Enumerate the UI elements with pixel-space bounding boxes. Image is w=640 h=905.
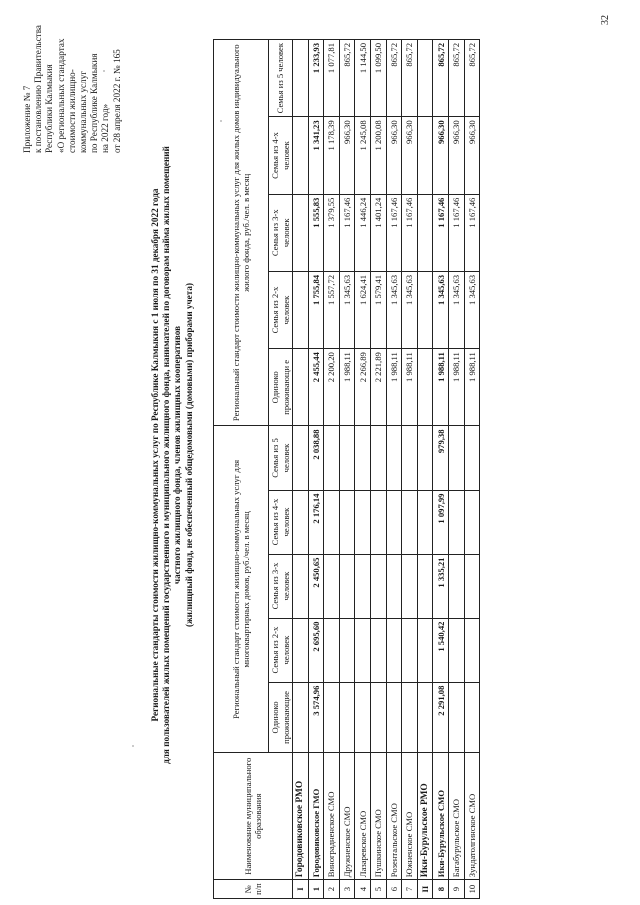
cell: 1 755,84 <box>308 271 324 348</box>
cell <box>417 554 433 618</box>
header-multi-4: Семья из 4-х человек <box>269 490 293 554</box>
cell: 2 695,60 <box>308 618 324 682</box>
appendix-line: от 28 апреля 2022 г. № 165 <box>111 49 122 153</box>
cell <box>370 682 386 753</box>
cell: 1 178,39 <box>324 117 340 194</box>
cell: 1 167,46 <box>339 194 355 271</box>
cell <box>402 682 418 753</box>
appendix-line: к постановлению Правительства <box>33 25 44 153</box>
cell: 1 345,63 <box>448 271 464 348</box>
cell: 979,38 <box>433 426 449 490</box>
header-single-2: Семья из 2-х человек <box>269 271 293 348</box>
header-multi-single: Одиноко проживающие <box>269 682 293 753</box>
cell <box>464 682 480 753</box>
cell: 1 200,08 <box>370 117 386 194</box>
appendix-line: на 2022 год» <box>100 103 111 153</box>
row-name: Дружненское СМО <box>339 753 355 880</box>
cell: 1 345,63 <box>386 271 402 348</box>
cell <box>339 618 355 682</box>
title-line: (жилищный фонд, не обеспеченный общедомовыми (домовыми) приборами учета) <box>183 282 194 628</box>
row-name: Городовиковское РМО <box>293 753 309 880</box>
cell <box>448 682 464 753</box>
header-single-3: Семья из 3-х человек <box>269 194 293 271</box>
cell: 1 167,46 <box>433 194 449 271</box>
cell <box>355 490 371 554</box>
appendix-line: Приложение № 7 <box>22 85 32 153</box>
cell <box>293 117 309 194</box>
cell: 966,30 <box>464 117 480 194</box>
cell: 1 167,46 <box>402 194 418 271</box>
cell <box>324 490 340 554</box>
cell <box>417 117 433 194</box>
cell <box>339 490 355 554</box>
title-line: Региональные стандарты стоимости жилищно-коммунальных услуг по Республике Калмыкия с 1 июля по 31 декабря 2022 года <box>150 188 160 722</box>
page-number: 32 <box>600 15 611 25</box>
cell: 1 345,63 <box>402 271 418 348</box>
appendix-line: «О региональных стандартах <box>55 38 66 153</box>
cell: 1 167,46 <box>386 194 402 271</box>
row-num: 8 <box>433 880 449 899</box>
cell: 865,72 <box>402 40 418 117</box>
row-num: I <box>293 880 309 899</box>
row-name: Лазаревское СМО <box>355 753 371 880</box>
table-row <box>448 40 464 899</box>
cell <box>417 194 433 271</box>
cell <box>386 554 402 618</box>
cell <box>417 682 433 753</box>
row-name: Зундатолгинское СМО <box>464 753 480 880</box>
cell: 2 221,89 <box>370 349 386 426</box>
cell: 1 540,42 <box>433 618 449 682</box>
cell <box>464 618 480 682</box>
table-row <box>355 40 371 899</box>
row-num: 7 <box>402 880 418 899</box>
cell <box>417 490 433 554</box>
cell <box>355 426 371 490</box>
cell: 865,72 <box>433 40 449 117</box>
header-row-top <box>214 40 269 899</box>
cell: 966,30 <box>339 117 355 194</box>
cell: 1 446,24 <box>355 194 371 271</box>
cell <box>402 426 418 490</box>
row-name: Городовиковское ГМО <box>308 753 324 880</box>
table-row <box>370 40 386 899</box>
cell: 966,30 <box>402 117 418 194</box>
row-name: Виноградненское СМО <box>324 753 340 880</box>
row-num: 3 <box>339 880 355 899</box>
cell: 2 291,08 <box>433 682 449 753</box>
cell: 1 401,24 <box>370 194 386 271</box>
table-row <box>308 40 324 899</box>
cell <box>464 554 480 618</box>
header-name: Наименование муниципального образования <box>214 753 293 880</box>
cell <box>386 618 402 682</box>
cell <box>324 682 340 753</box>
cell: 1 167,46 <box>448 194 464 271</box>
cell: 1 167,46 <box>464 194 480 271</box>
cell <box>293 490 309 554</box>
appendix-line: стоимости жилищно- <box>66 69 77 153</box>
standards-table <box>213 39 480 899</box>
cell <box>448 618 464 682</box>
cell: 1 988,11 <box>433 349 449 426</box>
cell: 865,72 <box>448 40 464 117</box>
cell <box>417 618 433 682</box>
cell: 2 176,14 <box>308 490 324 554</box>
cell <box>402 490 418 554</box>
cell: 1 341,23 <box>308 117 324 194</box>
cell: 1 233,93 <box>308 40 324 117</box>
cell: 1 988,11 <box>339 349 355 426</box>
cell: 1 624,41 <box>355 271 371 348</box>
cell: 1 245,08 <box>355 117 371 194</box>
row-name: Пушкинское СМО <box>370 753 386 880</box>
row-num: 6 <box>386 880 402 899</box>
cell: 1 557,72 <box>324 271 340 348</box>
header-multi-5: Семья из 5 человек <box>269 426 293 490</box>
cell <box>293 554 309 618</box>
table-row <box>464 40 480 899</box>
scan-speck <box>132 745 134 747</box>
appendix-line: коммунальных услуг <box>78 70 89 153</box>
cell <box>417 426 433 490</box>
cell: 966,30 <box>433 117 449 194</box>
cell: 966,30 <box>448 117 464 194</box>
cell: 865,72 <box>386 40 402 117</box>
row-name: Ики-Бурульское РМО <box>417 753 433 880</box>
cell <box>324 554 340 618</box>
table-row <box>293 40 309 899</box>
cell <box>339 682 355 753</box>
row-num: II <box>417 880 433 899</box>
appendix-line: Республики Калмыкия <box>44 64 55 153</box>
table-row <box>324 40 340 899</box>
header-single-group: Региональный стандарт стоимости жилищно-коммунальных услуг для жилых домов индивидуального жилого фонда, руб./чел. в месяц <box>214 40 269 426</box>
header-num: № п/п <box>214 880 293 899</box>
cell <box>339 426 355 490</box>
cell: 1 988,11 <box>402 349 418 426</box>
cell <box>293 40 309 117</box>
cell: 1 335,21 <box>433 554 449 618</box>
table-row <box>402 40 418 899</box>
cell <box>417 40 433 117</box>
row-name: Ики-Бурульское СМО <box>433 753 449 880</box>
cell: 1 345,63 <box>339 271 355 348</box>
cell <box>293 682 309 753</box>
cell <box>293 618 309 682</box>
header-multi-2: Семья из 2-х человек <box>269 618 293 682</box>
row-name: Багабурульское СМО <box>448 753 464 880</box>
cell <box>355 682 371 753</box>
table-row <box>433 40 449 899</box>
header-single-5: Семья из 5 человек <box>269 40 293 117</box>
cell <box>448 554 464 618</box>
cell <box>402 618 418 682</box>
cell: 1 555,83 <box>308 194 324 271</box>
cell: 2 266,89 <box>355 349 371 426</box>
cell <box>293 349 309 426</box>
cell: 865,72 <box>339 40 355 117</box>
cell: 1 988,11 <box>386 349 402 426</box>
row-name: Розентальское СМО <box>386 753 402 880</box>
cell: 1 345,63 <box>433 271 449 348</box>
cell <box>402 554 418 618</box>
cell <box>417 271 433 348</box>
cell <box>293 271 309 348</box>
cell <box>293 194 309 271</box>
cell: 1 077,81 <box>324 40 340 117</box>
cell: 1 097,99 <box>433 490 449 554</box>
header-multi-group: Региональный стандарт стоимости жилищно-коммунальных услуг для многоквартирных домов, руб./чел. в месяц <box>214 426 269 753</box>
cell: 3 574,96 <box>308 682 324 753</box>
scan-speck <box>220 120 222 122</box>
document-title <box>150 25 195 885</box>
cell <box>324 426 340 490</box>
cell <box>370 490 386 554</box>
row-num: 1 <box>308 880 324 899</box>
header-single-4: Семья из 4-х человек <box>269 117 293 194</box>
scan-speck <box>103 70 105 72</box>
cell <box>417 349 433 426</box>
cell <box>386 682 402 753</box>
cell: 1 345,63 <box>464 271 480 348</box>
title-line: частного жилищного фонда, членов жилищных кооперативов <box>172 325 183 585</box>
row-num: 5 <box>370 880 386 899</box>
cell <box>293 426 309 490</box>
cell: 1 144,50 <box>355 40 371 117</box>
appendix-block <box>22 3 123 153</box>
cell <box>355 554 371 618</box>
cell: 1 988,11 <box>448 349 464 426</box>
cell <box>464 426 480 490</box>
row-num: 4 <box>355 880 371 899</box>
cell: 865,72 <box>464 40 480 117</box>
cell: 2 200,20 <box>324 349 340 426</box>
cell: 2 455,44 <box>308 349 324 426</box>
cell <box>386 490 402 554</box>
cell <box>339 554 355 618</box>
cell <box>324 618 340 682</box>
table-row <box>417 40 433 899</box>
cell: 1 579,41 <box>370 271 386 348</box>
cell <box>386 426 402 490</box>
cell <box>370 554 386 618</box>
title-line: для пользователей жилых помещений государственного и муниципального жилищного фонда, нанимателей по договорам найма жилых помещений <box>161 146 172 764</box>
row-name: Южненское СМО <box>402 753 418 880</box>
cell <box>464 490 480 554</box>
row-num: 10 <box>464 880 480 899</box>
header-multi-3: Семья из 3-х человек <box>269 554 293 618</box>
cell <box>448 426 464 490</box>
table-row <box>339 40 355 899</box>
cell <box>370 426 386 490</box>
cell: 1 379,55 <box>324 194 340 271</box>
row-num: 2 <box>324 880 340 899</box>
table-row <box>386 40 402 899</box>
cell: 2 450,65 <box>308 554 324 618</box>
cell <box>355 618 371 682</box>
cell: 2 038,88 <box>308 426 324 490</box>
cell <box>370 618 386 682</box>
cell: 1 099,50 <box>370 40 386 117</box>
cell <box>448 490 464 554</box>
cell: 966,30 <box>386 117 402 194</box>
cell: 1 988,11 <box>464 349 480 426</box>
row-num: 9 <box>448 880 464 899</box>
appendix-line: по Республике Калмыкия <box>89 53 100 153</box>
header-single-single: Одиноко проживающи е <box>269 349 293 426</box>
